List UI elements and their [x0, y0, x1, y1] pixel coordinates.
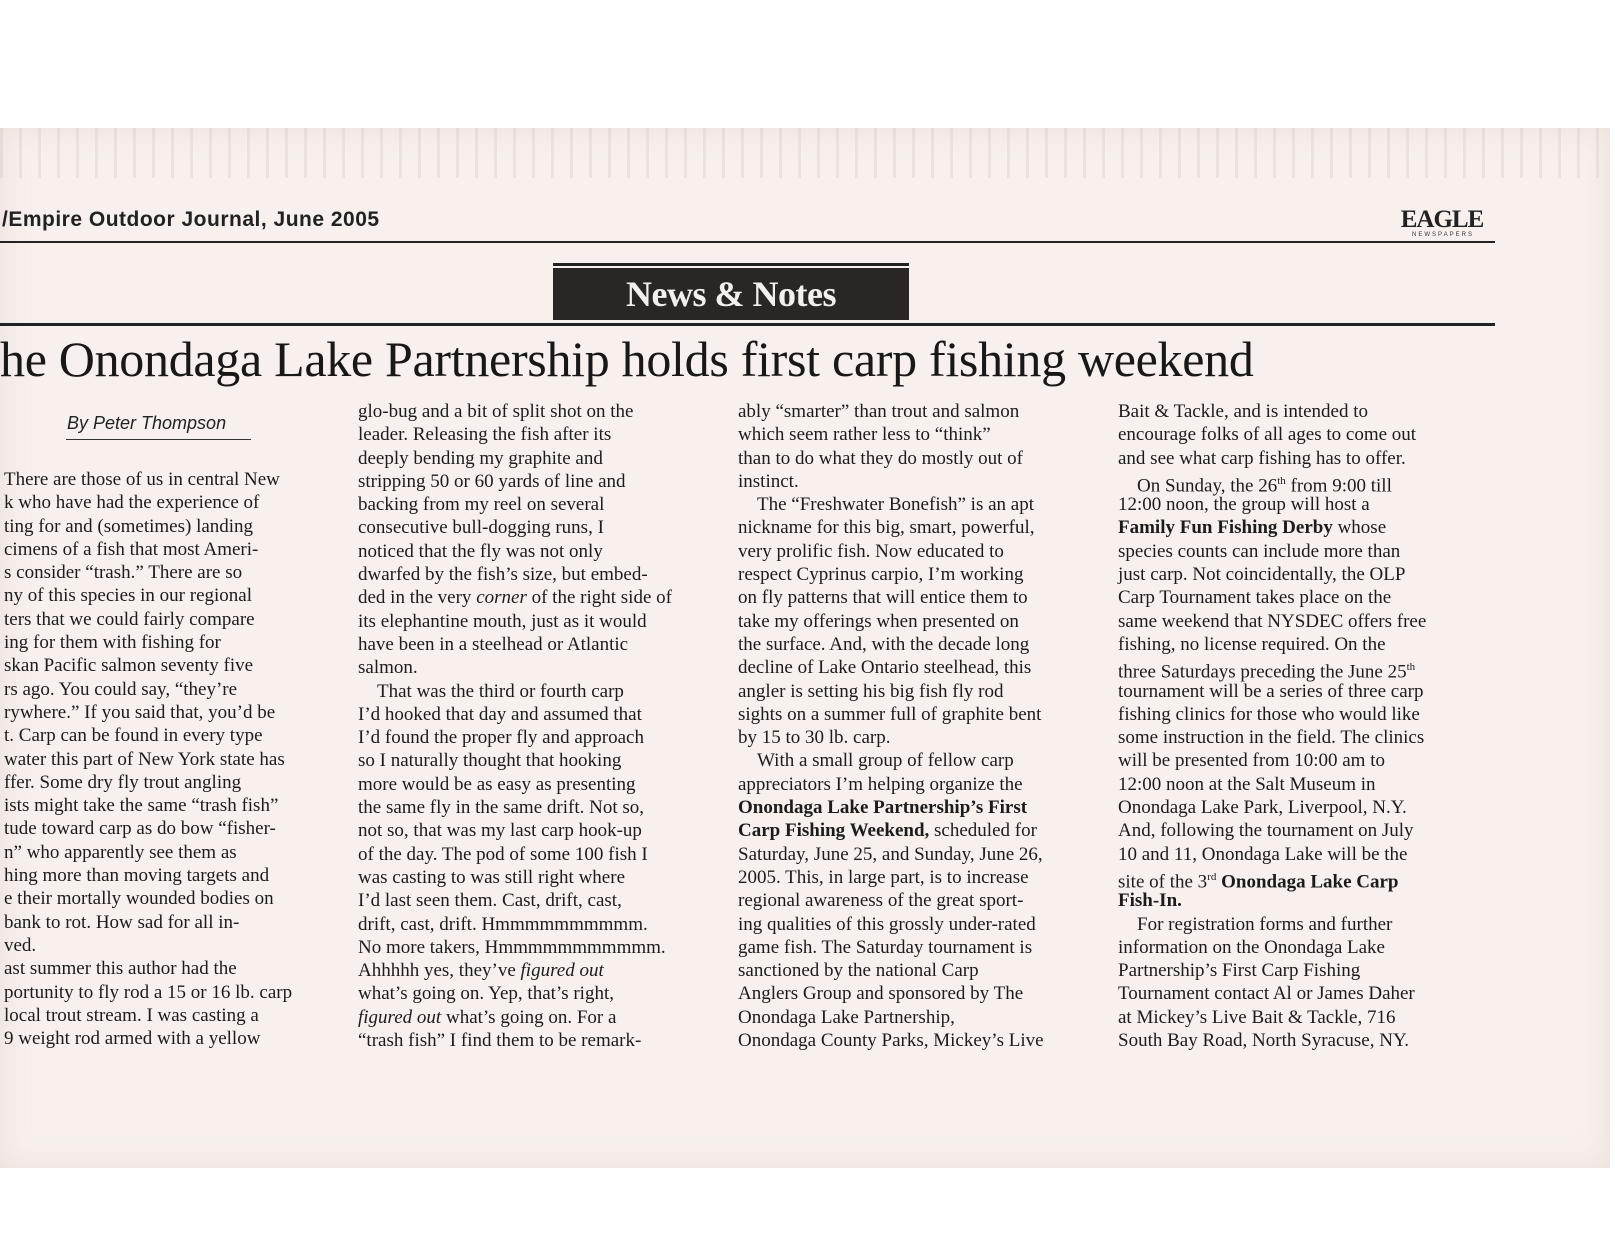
article-line: sights on a summer full of graphite bent	[738, 703, 1042, 725]
article-line: the surface. And, with the decade long	[738, 633, 1030, 655]
article-line: sanctioned by the national Carp	[738, 960, 979, 982]
article-line: I’d found the proper fly and approach	[358, 727, 644, 749]
article-column-1	[4, 468, 292, 1050]
article-line: stripping 50 or 60 yards of line and	[358, 470, 626, 492]
article-line: ters that we could fairly compare	[4, 608, 255, 630]
article-line: The “Freshwater Bonefish” is an apt	[738, 494, 1034, 516]
article-line: rywhere.” If you said that, you’d be	[4, 701, 276, 723]
article-line: ably “smarter” than trout and salmon	[738, 401, 1020, 422]
article-line: ing for them with fishing for	[4, 632, 221, 654]
article-line: glo-bug and a bit of split shot on the	[358, 401, 634, 422]
article-line: Partnership’s First Carp Fishing	[1118, 960, 1361, 982]
logo-subtext: NEWSPAPERS	[1412, 232, 1474, 238]
article-line: dwarfed by the fish’s size, but embed-	[358, 564, 648, 586]
article-line: t. Carp can be found in every type	[4, 725, 263, 747]
section-banner: News & Notes	[553, 268, 909, 320]
article-line: On Sunday, the 26th from 9:00 till	[1118, 474, 1392, 497]
article-line: Onondaga Lake Park, Liverpool, N.Y.	[1118, 797, 1407, 819]
article-headline: he Onondaga Lake Partnership holds first carp fishing weekend	[0, 331, 1254, 387]
article-line: For registration forms and further	[1118, 913, 1393, 935]
article-line: 2005. This, in large part, is to increase	[738, 866, 1029, 888]
article-line: deeply bending my graphite and	[358, 447, 603, 469]
article-line: respect Cyprinus carpio, I’m working	[738, 564, 1024, 586]
article-line: “trash fish” I find them to be remark-	[358, 1030, 642, 1052]
article-line: k who have had the experience of	[4, 492, 260, 514]
article-line: And, following the tournament on July	[1118, 820, 1414, 842]
article-line: tude toward carp as do bow “fisher-	[4, 818, 276, 840]
headline-rule	[0, 323, 1495, 326]
article-line: its elephantine mouth, just as it would	[358, 610, 647, 632]
article-line: some instruction in the field. The clinics	[1118, 727, 1425, 749]
article-line: appreciators I’m helping organize the	[738, 773, 1023, 795]
article-line: ved.	[4, 934, 37, 956]
article-line: ting for and (sometimes) landing	[4, 515, 254, 537]
article-line: by 15 to 30 lb. carp.	[738, 727, 891, 749]
article-line: figured out what’s going on. For a	[358, 1006, 617, 1028]
article-line: Onondaga Lake Partnership’s First	[738, 797, 1028, 819]
article-line: Bait & Tackle, and is intended to	[1118, 401, 1369, 422]
article-line: 10 and 11, Onondaga Lake will be the	[1118, 843, 1408, 865]
article-line: South Bay Road, North Syracuse, NY.	[1118, 1030, 1409, 1052]
article-line: bank to rot. How sad for all in-	[4, 911, 240, 933]
article-column-2	[358, 400, 672, 1052]
byline-underline	[66, 439, 251, 440]
article-line: n” who apparently see them as	[4, 841, 237, 863]
article-line: ists might take the same “trash fish”	[4, 795, 279, 817]
article-line: species counts can include more than	[1118, 540, 1401, 562]
article-line: ast summer this author had the	[4, 958, 237, 980]
banner-top-rule	[553, 263, 909, 266]
article-line: three Saturdays preceding the June 25th	[1118, 661, 1416, 683]
article-line: 9 weight rod armed with a yellow	[4, 1028, 261, 1050]
newspaper-clipping	[0, 128, 1610, 1168]
article-line: 12:00 noon at the Salt Museum in	[1118, 773, 1376, 795]
article-line: tournament will be a series of three carp	[1118, 680, 1424, 702]
article-line: skan Pacific salmon seventy five	[4, 655, 254, 677]
article-line: and see what carp fishing has to offer.	[1118, 447, 1406, 469]
article-line: will be presented from 10:00 am to	[1118, 750, 1385, 772]
article-line: With a small group of fellow carp	[738, 750, 1014, 772]
article-line: There are those of us in central New	[4, 469, 280, 490]
article-line: fishing, no license required. On the	[1118, 633, 1386, 655]
publication-line: /Empire Outdoor Journal, June 2005	[2, 208, 380, 231]
article-line: Family Fun Fishing Derby whose	[1118, 517, 1387, 539]
article-column-4	[1118, 400, 1426, 1052]
article-line: was casting to was still right where	[358, 866, 626, 888]
article-line: ded in the very corner of the right side of	[358, 587, 672, 609]
article-line: information on the Onondaga Lake	[1118, 936, 1385, 958]
article-line: Anglers Group and sponsored by The	[738, 983, 1024, 1005]
article-line: the same fly in the same drift. Not so,	[358, 797, 644, 819]
article-line: rs ago. You could say, “they’re	[4, 678, 238, 700]
article-line: portunity to fly rod a 15 or 16 lb. carp	[4, 981, 293, 1003]
article-line: very prolific fish. Now educated to	[738, 540, 1004, 562]
article-line: angler is setting his big fish fly rod	[738, 680, 1004, 702]
article-line: water this part of New York state has	[4, 748, 285, 770]
article-line: No more takers, Hmmmmmmmmmmm.	[358, 936, 666, 958]
article-line: than to do what they do mostly out of	[738, 447, 1023, 469]
eagle-newspapers-logo: EAGLE	[1400, 206, 1484, 233]
article-line: game fish. The Saturday tournament is	[738, 936, 1033, 958]
article-line: have been in a steelhead or Atlantic	[358, 633, 629, 655]
article-line: which seem rather less to “think”	[738, 424, 991, 446]
article-line: Carp Tournament takes place on the	[1118, 587, 1392, 609]
article-line: regional awareness of the great sport-	[738, 890, 1024, 912]
article-column-3	[738, 400, 1044, 1052]
article-line: Fish-In.	[1118, 890, 1182, 912]
article-line: ffer. Some dry fly trout angling	[4, 771, 242, 793]
article-line: more would be as easy as presenting	[358, 773, 636, 795]
article-line: encourage folks of all ages to come out	[1118, 424, 1417, 446]
article-line: e their mortally wounded bodies on	[4, 888, 274, 910]
article-line: I’d last seen them. Cast, drift, cast,	[358, 890, 622, 912]
article-line: s consider “trash.” There are so	[4, 562, 243, 584]
byline: By Peter Thompson	[67, 413, 227, 433]
article-line: ny of this species in our regional	[4, 585, 253, 607]
article-line: noticed that the fly was not only	[358, 540, 603, 562]
article-line: fishing clinics for those who would like	[1118, 703, 1420, 725]
article-line: local trout stream. I was casting a	[4, 1004, 259, 1026]
article-line: Onondaga Lake Partnership,	[738, 1006, 955, 1028]
masthead-rule	[0, 241, 1495, 243]
article-line: I’d hooked that day and assumed that	[358, 703, 642, 725]
article-line: ing qualities of this grossly under-rated	[738, 913, 1036, 935]
article-line: cimens of a fish that most Ameri-	[4, 538, 259, 560]
article-line: That was the third or fourth carp	[358, 680, 624, 702]
article-line: Saturday, June 25, and Sunday, June 26,	[738, 843, 1043, 865]
article-line: drift, cast, drift. Hmmmmmmmmmm.	[358, 913, 648, 935]
article-line: Tournament contact Al or James Daher	[1118, 983, 1415, 1005]
article-line: leader. Releasing the fish after its	[358, 424, 612, 446]
article-line: on fly patterns that will entice them to	[738, 587, 1028, 609]
article-line: of the day. The pod of some 100 fish I	[358, 843, 648, 865]
article-line: so I naturally thought that hooking	[358, 750, 622, 772]
article-line: site of the 3rd Onondaga Lake Carp	[1118, 870, 1399, 893]
article-line: 12:00 noon, the group will host a	[1118, 494, 1370, 516]
article-line: Onondaga County Parks, Mickey’s Live	[738, 1030, 1044, 1052]
article-line: nickname for this big, smart, powerful,	[738, 517, 1035, 539]
article-line: Carp Fishing Weekend, scheduled for	[738, 820, 1037, 842]
article-line: consecutive bull-dogging runs, I	[358, 517, 604, 539]
article-line: what’s going on. Yep, that’s right,	[358, 983, 614, 1005]
article-line: Ahhhhh yes, they’ve figured out	[358, 960, 604, 982]
article-line: same weekend that NYSDEC offers free	[1118, 610, 1427, 632]
article-line: decline of Lake Ontario steelhead, this	[738, 657, 1032, 679]
article-line: not so, that was my last carp hook-up	[358, 820, 642, 842]
article-line: instinct.	[738, 470, 799, 492]
article-line: hing more than moving targets and	[4, 865, 270, 887]
article-line: salmon.	[358, 657, 418, 679]
article-line: take my offerings when presented on	[738, 610, 1019, 632]
article-line: just carp. Not coincidentally, the OLP	[1118, 564, 1406, 586]
article-line: backing from my reel on several	[358, 494, 605, 516]
article-line: at Mickey’s Live Bait & Tackle, 716	[1118, 1006, 1396, 1028]
